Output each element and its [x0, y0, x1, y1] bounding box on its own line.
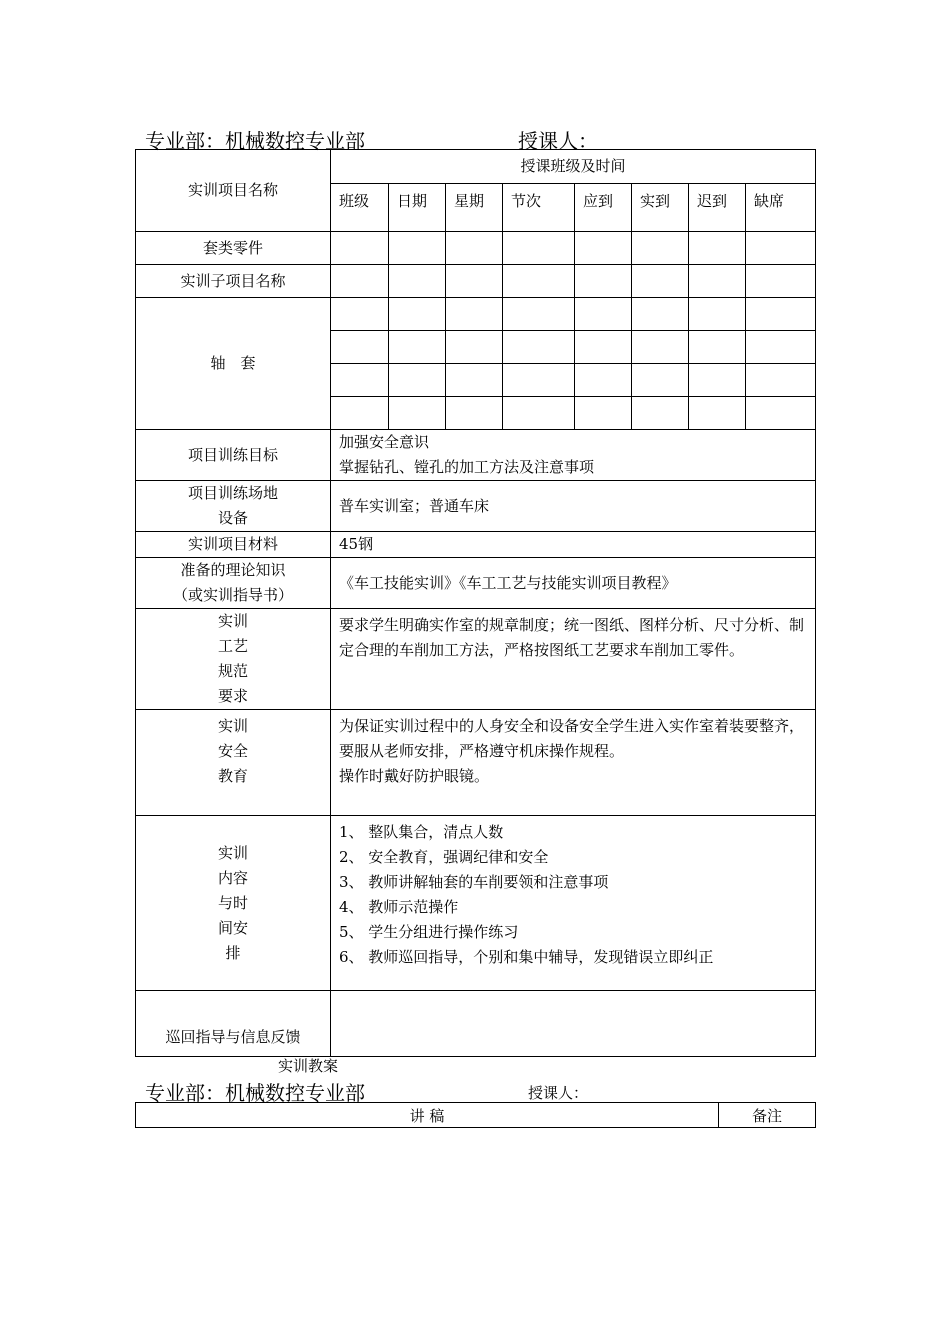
set-parts-label: 套类零件 — [136, 232, 331, 265]
sub-project-label: 实训子项目名称 — [136, 265, 331, 298]
dept-header-2: 专业部：机械数控专业部 — [145, 1081, 365, 1105]
empty-cell — [746, 397, 816, 430]
col-present: 实到 — [632, 184, 689, 232]
empty-cell — [446, 298, 503, 331]
empty-cell — [689, 265, 746, 298]
notes-column-header: 讲 稿 — [136, 1103, 719, 1128]
material-label: 实训项目材料 — [136, 532, 331, 558]
theory-label — [136, 558, 331, 609]
empty-cell — [331, 265, 389, 298]
empty-cell — [331, 364, 389, 397]
content-value — [331, 816, 816, 991]
empty-cell — [575, 364, 632, 397]
goal-line-2: 掌握钻孔、镗孔的加工方法及注意事项 — [339, 458, 595, 476]
safety-label-line: 教育 — [217, 767, 248, 785]
project-name-label: 实训项目名称 — [136, 150, 331, 232]
content-item: 6、 教师巡回指导，个别和集中辅导，发现错误立即纠正 — [339, 948, 714, 966]
empty-cell — [689, 298, 746, 331]
empty-cell — [689, 397, 746, 430]
safety-label-line: 安全 — [217, 742, 248, 760]
empty-cell — [503, 265, 575, 298]
feedback-label: 巡回指导与信息反馈 — [136, 991, 331, 1057]
empty-cell — [632, 265, 689, 298]
goal-label: 项目训练目标 — [136, 430, 331, 481]
empty-cell — [575, 232, 632, 265]
empty-cell — [575, 298, 632, 331]
safety-line-1: 为保证实训过程中的人身安全和设备安全学生进入实作室着装要整齐，要服从老师安排，严格遵守机床操作规程。 — [339, 717, 805, 760]
empty-cell — [575, 331, 632, 364]
empty-cell — [446, 331, 503, 364]
content-label-line: 排 — [225, 943, 241, 962]
process-label-line: 规范 — [217, 662, 248, 680]
empty-cell — [575, 265, 632, 298]
content-label-line: 间安 — [217, 918, 248, 937]
empty-cell — [446, 265, 503, 298]
teacher-header: 授课人： — [518, 129, 598, 153]
feedback-value — [331, 991, 816, 1057]
empty-cell — [503, 397, 575, 430]
site-value: 普车实训室；普通车床 — [331, 481, 816, 532]
content-item: 4、 教师示范操作 — [339, 898, 459, 916]
empty-cell — [746, 364, 816, 397]
empty-cell — [446, 232, 503, 265]
teacher-header-2: 授课人： — [528, 1084, 589, 1102]
part-name: 轴 套 — [136, 298, 331, 430]
empty-cell — [746, 298, 816, 331]
process-label-line: 要求 — [217, 687, 248, 705]
dept-header: 专业部：机械数控专业部 — [145, 129, 365, 153]
process-value: 要求学生明确实作室的规章制度；统一图纸、图样分析、尺寸分析、制定合理的车削加工方法，严格按图纸工艺要求车削加工零件。 — [331, 609, 816, 710]
goal-value — [331, 430, 816, 481]
content-item: 1、 整队集合，清点人数 — [339, 823, 504, 841]
empty-cell — [746, 232, 816, 265]
theory-value: 《车工技能实训》《车工工艺与技能实训项目教程》 — [331, 558, 816, 609]
col-period: 节次 — [503, 184, 575, 232]
empty-cell — [503, 232, 575, 265]
empty-cell — [632, 397, 689, 430]
col-expected: 应到 — [575, 184, 632, 232]
content-item: 5、 学生分组进行操作练习 — [339, 923, 519, 941]
empty-cell — [689, 331, 746, 364]
empty-cell — [446, 397, 503, 430]
safety-label — [136, 710, 331, 816]
empty-cell — [331, 232, 389, 265]
empty-cell — [389, 265, 446, 298]
training-plan-table — [135, 149, 816, 1057]
col-class: 班级 — [331, 184, 389, 232]
col-date: 日期 — [389, 184, 446, 232]
remarks-column-header: 备注 — [719, 1103, 816, 1128]
empty-cell — [446, 364, 503, 397]
empty-cell — [632, 364, 689, 397]
empty-cell — [389, 397, 446, 430]
empty-cell — [632, 298, 689, 331]
empty-cell — [746, 265, 816, 298]
process-label-line: 实训 — [217, 612, 248, 630]
empty-cell — [389, 331, 446, 364]
col-weekday: 星期 — [446, 184, 503, 232]
class-time-title: 授课班级及时间 — [331, 150, 816, 184]
empty-cell — [503, 364, 575, 397]
process-label-line: 工艺 — [217, 637, 248, 655]
content-label — [136, 816, 331, 991]
content-label-line: 内容 — [217, 868, 248, 887]
safety-value — [331, 710, 816, 816]
empty-cell — [503, 298, 575, 331]
empty-cell — [389, 298, 446, 331]
empty-cell — [746, 331, 816, 364]
site-label — [136, 481, 331, 532]
material-value: 45钢 — [331, 532, 816, 558]
empty-cell — [389, 232, 446, 265]
safety-label-line: 实训 — [217, 717, 248, 735]
caption: 实训教案 — [278, 1057, 339, 1075]
empty-cell — [632, 232, 689, 265]
empty-cell — [331, 298, 389, 331]
col-absent: 缺席 — [746, 184, 816, 232]
content-item: 2、 安全教育，强调纪律和安全 — [339, 848, 549, 866]
empty-cell — [389, 364, 446, 397]
empty-cell — [503, 331, 575, 364]
empty-cell — [689, 232, 746, 265]
empty-cell — [575, 397, 632, 430]
theory-label-line-1: 准备的理论知识 — [180, 561, 286, 579]
lecture-notes-table — [135, 1102, 816, 1128]
safety-line-2: 操作时戴好防护眼镜。 — [339, 767, 490, 785]
site-label-line-2: 设备 — [217, 509, 248, 527]
empty-cell — [689, 364, 746, 397]
col-late: 迟到 — [689, 184, 746, 232]
process-label — [136, 609, 331, 710]
content-label-line: 与时 — [217, 893, 248, 912]
site-label-line-1: 项目训练场地 — [187, 484, 278, 502]
theory-label-line-2: （或实训指导书） — [172, 586, 293, 604]
content-label-line: 实训 — [217, 843, 248, 862]
empty-cell — [632, 331, 689, 364]
empty-cell — [331, 331, 389, 364]
goal-line-1: 加强安全意识 — [339, 433, 430, 451]
empty-cell — [331, 397, 389, 430]
content-item: 3、 教师讲解轴套的车削要领和注意事项 — [339, 873, 609, 891]
